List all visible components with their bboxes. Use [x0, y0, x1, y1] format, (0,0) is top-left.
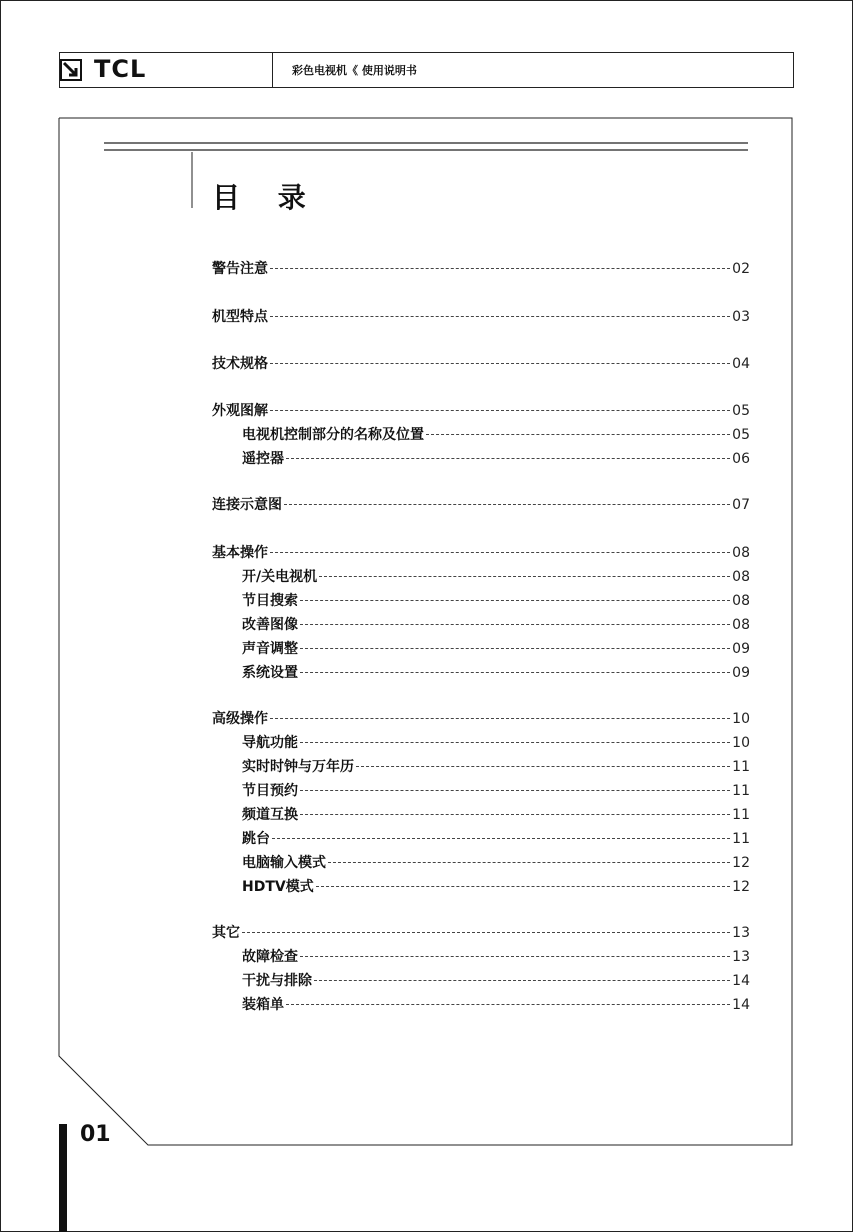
- toc-entry-label: 干扰与排除: [242, 973, 312, 989]
- toc-entry-label: 警告注意: [212, 261, 268, 277]
- toc-entry: [242, 804, 750, 826]
- toc-entry: [212, 708, 750, 730]
- toc-entry-label: 声音调整: [242, 641, 298, 657]
- toc-entry: [242, 448, 750, 470]
- toc-entry: [212, 306, 750, 328]
- toc-entry-label: 外观图解: [212, 403, 268, 419]
- toc-entry: [212, 400, 750, 422]
- toc-entry: [212, 494, 750, 516]
- toc-leader: [272, 838, 730, 839]
- toc-entry: [242, 780, 750, 802]
- toc-leader: [270, 363, 730, 364]
- toc-entry: [212, 258, 750, 280]
- toc-entry-page: 10: [732, 711, 750, 727]
- toc-entry: [242, 614, 750, 636]
- toc-entry: [242, 946, 750, 968]
- toc-entry: [242, 732, 750, 754]
- toc-entry: [212, 922, 750, 944]
- toc-entry-label: 导航功能: [242, 735, 298, 751]
- toc-entry-page: 09: [732, 665, 750, 681]
- toc-entry-label: 实时时钟与万年历: [242, 759, 354, 775]
- toc-leader: [300, 814, 730, 815]
- toc-entry-label: 跳台: [242, 831, 270, 847]
- toc-entry-page: 13: [732, 925, 750, 941]
- toc-entry: [242, 828, 750, 850]
- toc-leader: [270, 410, 730, 411]
- toc-leader: [286, 458, 730, 459]
- toc-entry-page: 05: [732, 427, 750, 443]
- toc-entry-page: 08: [732, 593, 750, 609]
- toc-entry-page: 12: [732, 855, 750, 871]
- toc-entry: [242, 424, 750, 446]
- toc-leader: [270, 718, 730, 719]
- header-bar: [59, 52, 794, 88]
- toc-leader: [300, 600, 730, 601]
- toc-leader: [319, 576, 730, 577]
- toc-leader: [270, 552, 730, 553]
- toc-entry-page: 11: [732, 831, 750, 847]
- toc-leader: [300, 624, 730, 625]
- toc-entry-page: 08: [732, 545, 750, 561]
- toc-entry-page: 08: [732, 617, 750, 633]
- toc-leader: [300, 790, 730, 791]
- toc-entry-label: HDTV模式: [242, 879, 314, 895]
- header-divider: [272, 53, 273, 87]
- toc-entry-label: 遥控器: [242, 451, 284, 467]
- toc-entry: [242, 994, 750, 1016]
- toc-entry: [242, 638, 750, 660]
- page-number: 01: [80, 1122, 111, 1147]
- toc-entry: [242, 566, 750, 588]
- toc-entry: [242, 876, 750, 898]
- toc-leader: [300, 672, 730, 673]
- toc-entry-label: 频道互换: [242, 807, 298, 823]
- page-number-bar: [59, 1124, 67, 1232]
- toc-entry: [242, 756, 750, 778]
- toc-leader: [270, 268, 730, 269]
- toc-leader: [316, 886, 730, 887]
- logo-text: TCL: [94, 55, 147, 83]
- toc-leader: [284, 504, 730, 505]
- toc-entry-label: 装箱单: [242, 997, 284, 1013]
- toc-entry-page: 12: [732, 879, 750, 895]
- toc-entry-page: 14: [732, 997, 750, 1013]
- toc-entry-page: 11: [732, 783, 750, 799]
- toc-entry-label: 节目搜索: [242, 593, 298, 609]
- toc-entry-page: 11: [732, 807, 750, 823]
- toc-entry-page: 02: [732, 261, 750, 277]
- toc-entry: [212, 542, 750, 564]
- toc-entry-page: 04: [732, 356, 750, 372]
- toc-entry-page: 07: [732, 497, 750, 513]
- toc-entry-label: 技术规格: [212, 356, 268, 372]
- header-subtitle: 彩色电视机《 使用说明书: [292, 64, 417, 77]
- toc-entry: [212, 353, 750, 375]
- toc-entry-page: 05: [732, 403, 750, 419]
- toc-entry-page: 08: [732, 569, 750, 585]
- toc-leader: [286, 1004, 730, 1005]
- toc-entry-page: 13: [732, 949, 750, 965]
- toc-leader: [270, 316, 730, 317]
- toc-entry-page: 06: [732, 451, 750, 467]
- toc-leader: [328, 862, 730, 863]
- toc-entry-label: 高级操作: [212, 711, 268, 727]
- toc-entry-label: 其它: [212, 925, 240, 941]
- toc-entry-label: 改善图像: [242, 617, 298, 633]
- toc-entry-page: 03: [732, 309, 750, 325]
- toc-entry-label: 系统设置: [242, 665, 298, 681]
- toc-entry-label: 基本操作: [212, 545, 268, 561]
- toc-leader: [242, 932, 730, 933]
- toc-entry-label: 连接示意图: [212, 497, 282, 513]
- toc-entry: [242, 852, 750, 874]
- toc-leader: [426, 434, 730, 435]
- toc-entry-label: 机型特点: [212, 309, 268, 325]
- toc-leader: [356, 766, 730, 767]
- toc-entry: [242, 590, 750, 612]
- toc-entry-page: 11: [732, 759, 750, 775]
- page-title: 目 录: [212, 181, 320, 214]
- toc-entry-label: 节目预约: [242, 783, 298, 799]
- toc-leader: [300, 742, 730, 743]
- toc-entry-label: 电视机控制部分的名称及位置: [242, 427, 424, 443]
- toc-entry: [242, 662, 750, 684]
- toc-entry-page: 14: [732, 973, 750, 989]
- toc-leader: [300, 956, 730, 957]
- toc-entry-page: 09: [732, 641, 750, 657]
- toc-entry-label: 开/关电视机: [242, 569, 318, 585]
- toc-entry-label: 故障检查: [242, 949, 298, 965]
- toc-entry-label: 电脑输入模式: [242, 855, 326, 871]
- tcl-logo-icon: [60, 59, 82, 81]
- toc-leader: [300, 648, 730, 649]
- toc-leader: [314, 980, 730, 981]
- tcl-logo: [60, 53, 270, 87]
- toc-entry-page: 10: [732, 735, 750, 751]
- toc-entry: [242, 970, 750, 992]
